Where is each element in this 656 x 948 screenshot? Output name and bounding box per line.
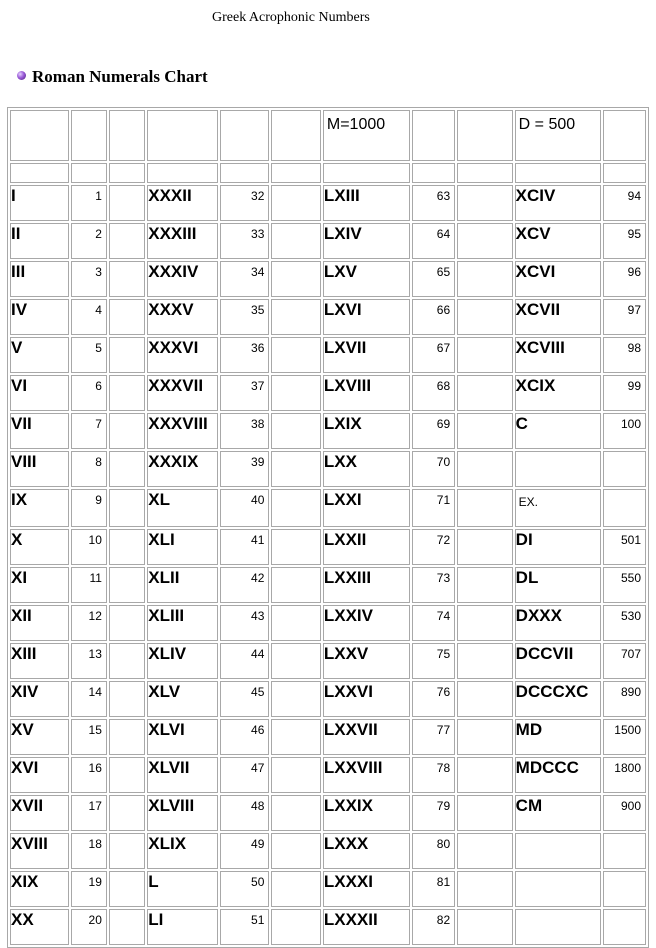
numeral-cell: X	[10, 529, 69, 565]
value-cell: 39	[220, 451, 269, 487]
spacer-cell	[109, 909, 145, 945]
value-cell: 17	[71, 795, 107, 831]
spacer-cell	[271, 451, 320, 487]
value-cell: 37	[220, 375, 269, 411]
value-cell: 75	[412, 643, 455, 679]
numeral-cell: LXVII	[323, 337, 410, 373]
numeral-cell: XLVII	[147, 757, 218, 793]
greek-acrophonic-numbers-link[interactable]: Greek Acrophonic Numbers	[212, 10, 370, 25]
value-cell: 45	[220, 681, 269, 717]
numeral-cell: CM	[515, 795, 601, 831]
spacer-cell	[271, 413, 320, 449]
spacer-cell	[457, 337, 513, 373]
spacer-cell	[457, 413, 513, 449]
spacer-cell	[109, 223, 145, 259]
numeral-cell: II	[10, 223, 69, 259]
numeral-cell: LXXVII	[323, 719, 410, 755]
value-cell: 72	[412, 529, 455, 565]
value-cell	[603, 489, 647, 527]
value-cell: 8	[71, 451, 107, 487]
value-cell: 41	[220, 529, 269, 565]
numeral-cell: DXXX	[515, 605, 601, 641]
value-cell: 19	[71, 871, 107, 907]
numeral-cell: LXIX	[323, 413, 410, 449]
value-cell: 65	[412, 261, 455, 297]
spacer-cell	[109, 757, 145, 793]
numeral-cell: LXVIII	[323, 375, 410, 411]
spacer-cell	[271, 337, 320, 373]
numeral-cell: LXXVI	[323, 681, 410, 717]
numeral-cell: XX	[10, 909, 69, 945]
numeral-cell: XCVIII	[515, 337, 601, 373]
numeral-cell: LXXXI	[323, 871, 410, 907]
spacer-cell	[109, 643, 145, 679]
table-row	[10, 567, 646, 603]
value-cell: 890	[603, 681, 647, 717]
numeral-cell: XLIV	[147, 643, 218, 679]
value-cell: 81	[412, 871, 455, 907]
numeral-cell: LXVI	[323, 299, 410, 335]
numeral-cell: C	[515, 413, 601, 449]
value-cell: 77	[412, 719, 455, 755]
spacer-cell	[109, 413, 145, 449]
value-cell: 20	[71, 909, 107, 945]
numeral-cell: XLII	[147, 567, 218, 603]
spacer-cell	[271, 489, 320, 527]
table-row	[10, 223, 646, 259]
value-cell: 14	[71, 681, 107, 717]
numeral-cell: LXV	[323, 261, 410, 297]
numeral-cell: L	[147, 871, 218, 907]
numeral-cell: V	[10, 337, 69, 373]
spacer-cell	[457, 757, 513, 793]
numeral-cell: XXXVIII	[147, 413, 218, 449]
spacer-cell	[457, 909, 513, 945]
value-cell: 96	[603, 261, 647, 297]
value-cell: 44	[220, 643, 269, 679]
value-cell: 15	[71, 719, 107, 755]
numeral-cell: LI	[147, 909, 218, 945]
spacer-cell	[109, 299, 145, 335]
value-cell: 530	[603, 605, 647, 641]
spacer-cell	[271, 757, 320, 793]
value-cell: 10	[71, 529, 107, 565]
numeral-cell: XVII	[10, 795, 69, 831]
table-row	[10, 337, 646, 373]
numeral-cell: DCCCXC	[515, 681, 601, 717]
table-row	[10, 261, 646, 297]
value-cell: 51	[220, 909, 269, 945]
spacer-cell	[109, 795, 145, 831]
value-cell: 94	[603, 185, 647, 221]
numeral-cell: XIII	[10, 643, 69, 679]
numeral-cell: LXXV	[323, 643, 410, 679]
spacer-cell	[109, 529, 145, 565]
value-cell: 550	[603, 567, 647, 603]
value-cell: 95	[603, 223, 647, 259]
spacer-cell	[109, 719, 145, 755]
spacer-cell	[457, 529, 513, 565]
spacer-cell	[109, 185, 145, 221]
table-row	[10, 605, 646, 641]
value-cell: 5	[71, 337, 107, 373]
numeral-cell: XXXIX	[147, 451, 218, 487]
value-cell: 68	[412, 375, 455, 411]
value-cell: 50	[220, 871, 269, 907]
spacer-cell	[457, 719, 513, 755]
spacer-cell	[271, 719, 320, 755]
value-cell: 1800	[603, 757, 647, 793]
value-cell	[603, 451, 647, 487]
spacer-cell	[109, 567, 145, 603]
table-row	[10, 413, 646, 449]
value-cell	[603, 909, 647, 945]
spacer-cell	[271, 643, 320, 679]
numeral-cell: LXXIV	[323, 605, 410, 641]
numeral-cell: XLVI	[147, 719, 218, 755]
value-cell: 11	[71, 567, 107, 603]
value-cell: 79	[412, 795, 455, 831]
value-cell: 100	[603, 413, 647, 449]
value-cell: 64	[412, 223, 455, 259]
numeral-cell: XXXIII	[147, 223, 218, 259]
numeral-cell: MD	[515, 719, 601, 755]
spacer-cell	[457, 261, 513, 297]
header-row	[10, 110, 646, 161]
spacer-cell	[457, 451, 513, 487]
value-cell: 74	[412, 605, 455, 641]
value-cell: 40	[220, 489, 269, 527]
table-row	[10, 909, 646, 945]
numeral-cell: LXIV	[323, 223, 410, 259]
spacer-cell	[271, 909, 320, 945]
spacer-cell	[271, 567, 320, 603]
spacer-cell	[457, 567, 513, 603]
spacer-cell	[271, 833, 320, 869]
numeral-cell: IX	[10, 489, 69, 527]
numeral-cell: XLIX	[147, 833, 218, 869]
numeral-cell: XXXV	[147, 299, 218, 335]
spacer-cell	[109, 681, 145, 717]
value-cell: 70	[412, 451, 455, 487]
numeral-cell: LXXII	[323, 529, 410, 565]
spacer-cell	[457, 185, 513, 221]
numeral-cell	[515, 909, 601, 945]
value-cell: 9	[71, 489, 107, 527]
numeral-cell: VI	[10, 375, 69, 411]
numeral-cell: XLVIII	[147, 795, 218, 831]
numeral-cell: IV	[10, 299, 69, 335]
spacer-cell	[109, 605, 145, 641]
numeral-cell: VII	[10, 413, 69, 449]
numeral-cell: LXIII	[323, 185, 410, 221]
numeral-cell: XIV	[10, 681, 69, 717]
numeral-cell: XVIII	[10, 833, 69, 869]
spacer-cell	[109, 871, 145, 907]
value-cell: 76	[412, 681, 455, 717]
header-d-label: D = 500	[515, 110, 601, 161]
numeral-cell: EX.	[515, 489, 601, 527]
header-m-label: M=1000	[323, 110, 410, 161]
spacer-cell	[109, 489, 145, 527]
numeral-cell: XXXVI	[147, 337, 218, 373]
numeral-cell	[515, 451, 601, 487]
value-cell: 99	[603, 375, 647, 411]
value-cell: 42	[220, 567, 269, 603]
value-cell: 49	[220, 833, 269, 869]
value-cell: 6	[71, 375, 107, 411]
value-cell: 32	[220, 185, 269, 221]
numeral-cell: XLI	[147, 529, 218, 565]
spacer-cell	[271, 529, 320, 565]
table-row	[10, 643, 646, 679]
numeral-cell: LXXIX	[323, 795, 410, 831]
value-cell: 3	[71, 261, 107, 297]
numeral-cell: XIX	[10, 871, 69, 907]
value-cell: 12	[71, 605, 107, 641]
table-row	[10, 681, 646, 717]
numeral-cell: LXX	[323, 451, 410, 487]
numeral-cell: DCCVII	[515, 643, 601, 679]
spacer-cell	[271, 605, 320, 641]
numeral-cell: DI	[515, 529, 601, 565]
numeral-cell: XVI	[10, 757, 69, 793]
value-cell: 2	[71, 223, 107, 259]
numeral-cell: XII	[10, 605, 69, 641]
spacer-cell	[109, 261, 145, 297]
table-row	[10, 489, 646, 527]
numeral-cell: MDCCC	[515, 757, 601, 793]
numeral-cell: XXXIV	[147, 261, 218, 297]
value-cell: 98	[603, 337, 647, 373]
value-cell: 7	[71, 413, 107, 449]
value-cell: 35	[220, 299, 269, 335]
numeral-cell	[515, 833, 601, 869]
value-cell: 707	[603, 643, 647, 679]
blank-row	[10, 163, 646, 183]
page-title: Roman Numerals Chart	[32, 67, 208, 86]
value-cell: 73	[412, 567, 455, 603]
numeral-cell: LXXX	[323, 833, 410, 869]
numeral-cell: I	[10, 185, 69, 221]
numeral-cell: XCVI	[515, 261, 601, 297]
value-cell: 82	[412, 909, 455, 945]
value-cell: 97	[603, 299, 647, 335]
value-cell: 43	[220, 605, 269, 641]
table-row	[10, 185, 646, 221]
value-cell: 13	[71, 643, 107, 679]
numeral-cell: XCV	[515, 223, 601, 259]
numeral-cell: DL	[515, 567, 601, 603]
value-cell: 16	[71, 757, 107, 793]
spacer-cell	[271, 223, 320, 259]
value-cell	[603, 871, 647, 907]
value-cell: 900	[603, 795, 647, 831]
value-cell: 80	[412, 833, 455, 869]
spacer-cell	[457, 605, 513, 641]
table-row	[10, 299, 646, 335]
table-row	[10, 375, 646, 411]
table-row	[10, 757, 646, 793]
numeral-cell: VIII	[10, 451, 69, 487]
value-cell: 78	[412, 757, 455, 793]
value-cell: 34	[220, 261, 269, 297]
page-heading	[13, 67, 208, 87]
table-row	[10, 795, 646, 831]
numeral-cell: LXXXII	[323, 909, 410, 945]
numeral-cell: XI	[10, 567, 69, 603]
table-row	[10, 719, 646, 755]
spacer-cell	[109, 337, 145, 373]
value-cell: 63	[412, 185, 455, 221]
spacer-cell	[271, 871, 320, 907]
numeral-cell: XXXVII	[147, 375, 218, 411]
table-row	[10, 871, 646, 907]
spacer-cell	[271, 299, 320, 335]
spacer-cell	[271, 795, 320, 831]
value-cell: 36	[220, 337, 269, 373]
value-cell: 69	[412, 413, 455, 449]
roman-numerals-table	[7, 107, 649, 948]
numeral-cell: III	[10, 261, 69, 297]
spacer-cell	[271, 185, 320, 221]
value-cell: 38	[220, 413, 269, 449]
numeral-cell: XCVII	[515, 299, 601, 335]
spacer-cell	[457, 489, 513, 527]
spacer-cell	[457, 223, 513, 259]
spacer-cell	[457, 375, 513, 411]
value-cell: 1	[71, 185, 107, 221]
spacer-cell	[271, 375, 320, 411]
spacer-cell	[109, 833, 145, 869]
value-cell: 33	[220, 223, 269, 259]
value-cell: 71	[412, 489, 455, 527]
numeral-cell: XCIV	[515, 185, 601, 221]
spacer-cell	[109, 375, 145, 411]
table-row	[10, 833, 646, 869]
spacer-cell	[271, 261, 320, 297]
bullet-icon	[17, 71, 26, 80]
spacer-cell	[109, 451, 145, 487]
value-cell: 4	[71, 299, 107, 335]
spacer-cell	[457, 299, 513, 335]
numeral-cell: XCIX	[515, 375, 601, 411]
numeral-cell: LXXVIII	[323, 757, 410, 793]
value-cell: 47	[220, 757, 269, 793]
value-cell: 67	[412, 337, 455, 373]
value-cell: 66	[412, 299, 455, 335]
value-cell: 46	[220, 719, 269, 755]
numeral-cell: XLIII	[147, 605, 218, 641]
table-row	[10, 451, 646, 487]
spacer-cell	[271, 681, 320, 717]
numeral-cell: XXXII	[147, 185, 218, 221]
numeral-cell: LXXIII	[323, 567, 410, 603]
numeral-cell: XV	[10, 719, 69, 755]
numeral-cell	[515, 871, 601, 907]
numeral-cell: XLV	[147, 681, 218, 717]
value-cell: 501	[603, 529, 647, 565]
spacer-cell	[457, 795, 513, 831]
value-cell: 1500	[603, 719, 647, 755]
spacer-cell	[457, 681, 513, 717]
value-cell	[603, 833, 647, 869]
value-cell: 48	[220, 795, 269, 831]
spacer-cell	[457, 871, 513, 907]
spacer-cell	[457, 833, 513, 869]
value-cell: 18	[71, 833, 107, 869]
numeral-cell: LXXI	[323, 489, 410, 527]
numeral-cell: XL	[147, 489, 218, 527]
spacer-cell	[457, 643, 513, 679]
table-row	[10, 529, 646, 565]
